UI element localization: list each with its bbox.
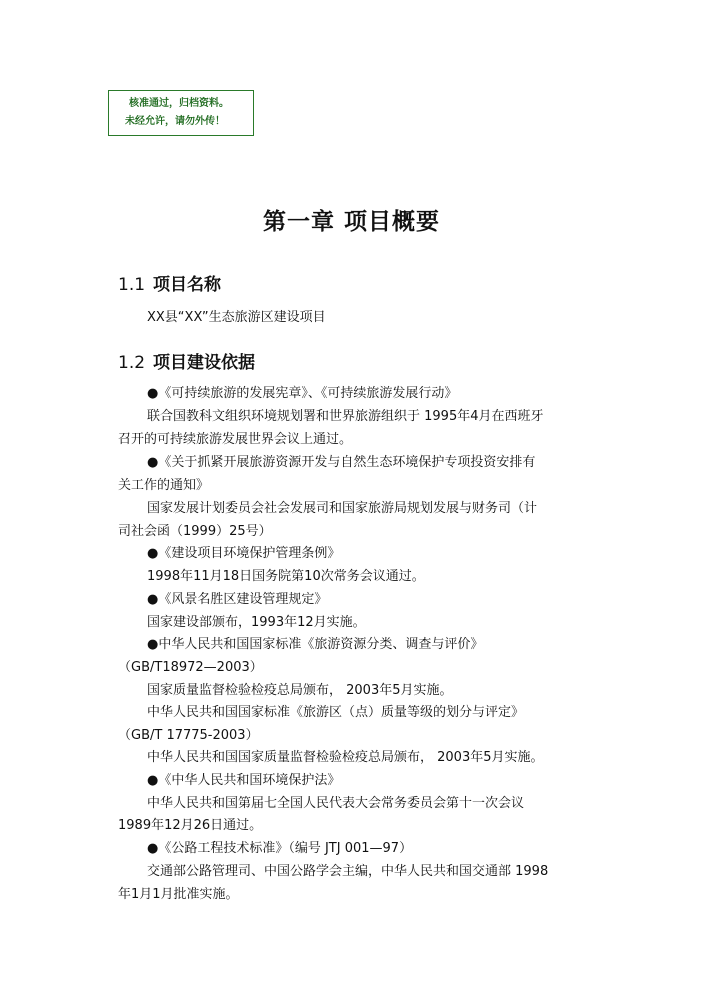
section-number: 1.1 xyxy=(118,275,146,295)
stamp-line-1: 核准通过，归档资料。 xyxy=(129,98,229,109)
bullet-line: ●《风景名胜区建设管理规定》 xyxy=(147,592,328,607)
text-line: 中华人民共和国国家标准《旅游区（点）质量等级的划分与评定》 xyxy=(147,705,525,720)
text-line: 中华人民共和国第届七全国人民代表大会常务委员会第十一次会议 xyxy=(147,796,525,811)
bullet-line: ●中华人民共和国国家标准《旅游资源分类、调查与评价》 xyxy=(147,637,484,652)
text-line: 司社会函（1999）25号） xyxy=(118,524,272,539)
text-line: 年1月1月批准实施。 xyxy=(118,887,239,902)
text-line: 国家质量监督检验检疫总局颁布， 2003年5月实施。 xyxy=(147,683,453,698)
section-heading-1 xyxy=(118,270,221,295)
bullet-line: ●《建设项目环境保护管理条例》 xyxy=(147,546,341,561)
text-line: 国家建设部颁布，1993年12月实施。 xyxy=(147,615,366,630)
section-number: 1.2 xyxy=(118,353,146,373)
chapter-title: 第一章 项目概要 xyxy=(262,208,440,235)
bullet-line: ●《可持续旅游的发展宪章》、《可持续旅游发展行动》 xyxy=(147,386,458,401)
text-line: 1998年11月18日国务院第10次常务会议通过。 xyxy=(147,569,425,584)
bullet-line: ●《关于抓紧开展旅游资源开发与自然生态环境保护专项投资安排有 xyxy=(147,455,536,470)
bullet-line: ●《公路工程技术标准》（编号 JTJ 001—97） xyxy=(147,841,413,856)
approval-stamp xyxy=(108,90,254,136)
project-name: XX县“XX”生态旅游区建设项目 xyxy=(147,310,326,325)
text-line: 交通部公路管理司、中国公路学会主编，中华人民共和国交通部 1998 xyxy=(147,864,549,879)
section-title: 项目名称 xyxy=(153,275,222,295)
text-line: （GB/T18972—2003） xyxy=(118,660,263,675)
section-heading-2 xyxy=(118,348,255,373)
text-line: 1989年12月26日通过。 xyxy=(118,818,263,833)
stamp-line-2: 未经允许，请勿外传！ xyxy=(125,116,225,127)
bullet-line: ●《中华人民共和国环境保护法》 xyxy=(147,773,341,788)
text-line: 关工作的通知》 xyxy=(118,478,210,493)
text-line: 国家发展计划委员会社会发展司和国家旅游局规划发展与财务司（计 xyxy=(147,501,538,516)
text-line: 召开的可持续旅游发展世界会议上通过。 xyxy=(118,432,353,447)
section-title: 项目建设依据 xyxy=(153,353,256,373)
text-line: 中华人民共和国国家质量监督检验检疫总局颁布， 2003年5月实施。 xyxy=(147,750,544,765)
text-line: （GB/T 17775-2003） xyxy=(118,728,259,743)
text-line: 联合国教科文组织环境规划署和世界旅游组织于 1995年4月在西班牙 xyxy=(147,409,544,424)
